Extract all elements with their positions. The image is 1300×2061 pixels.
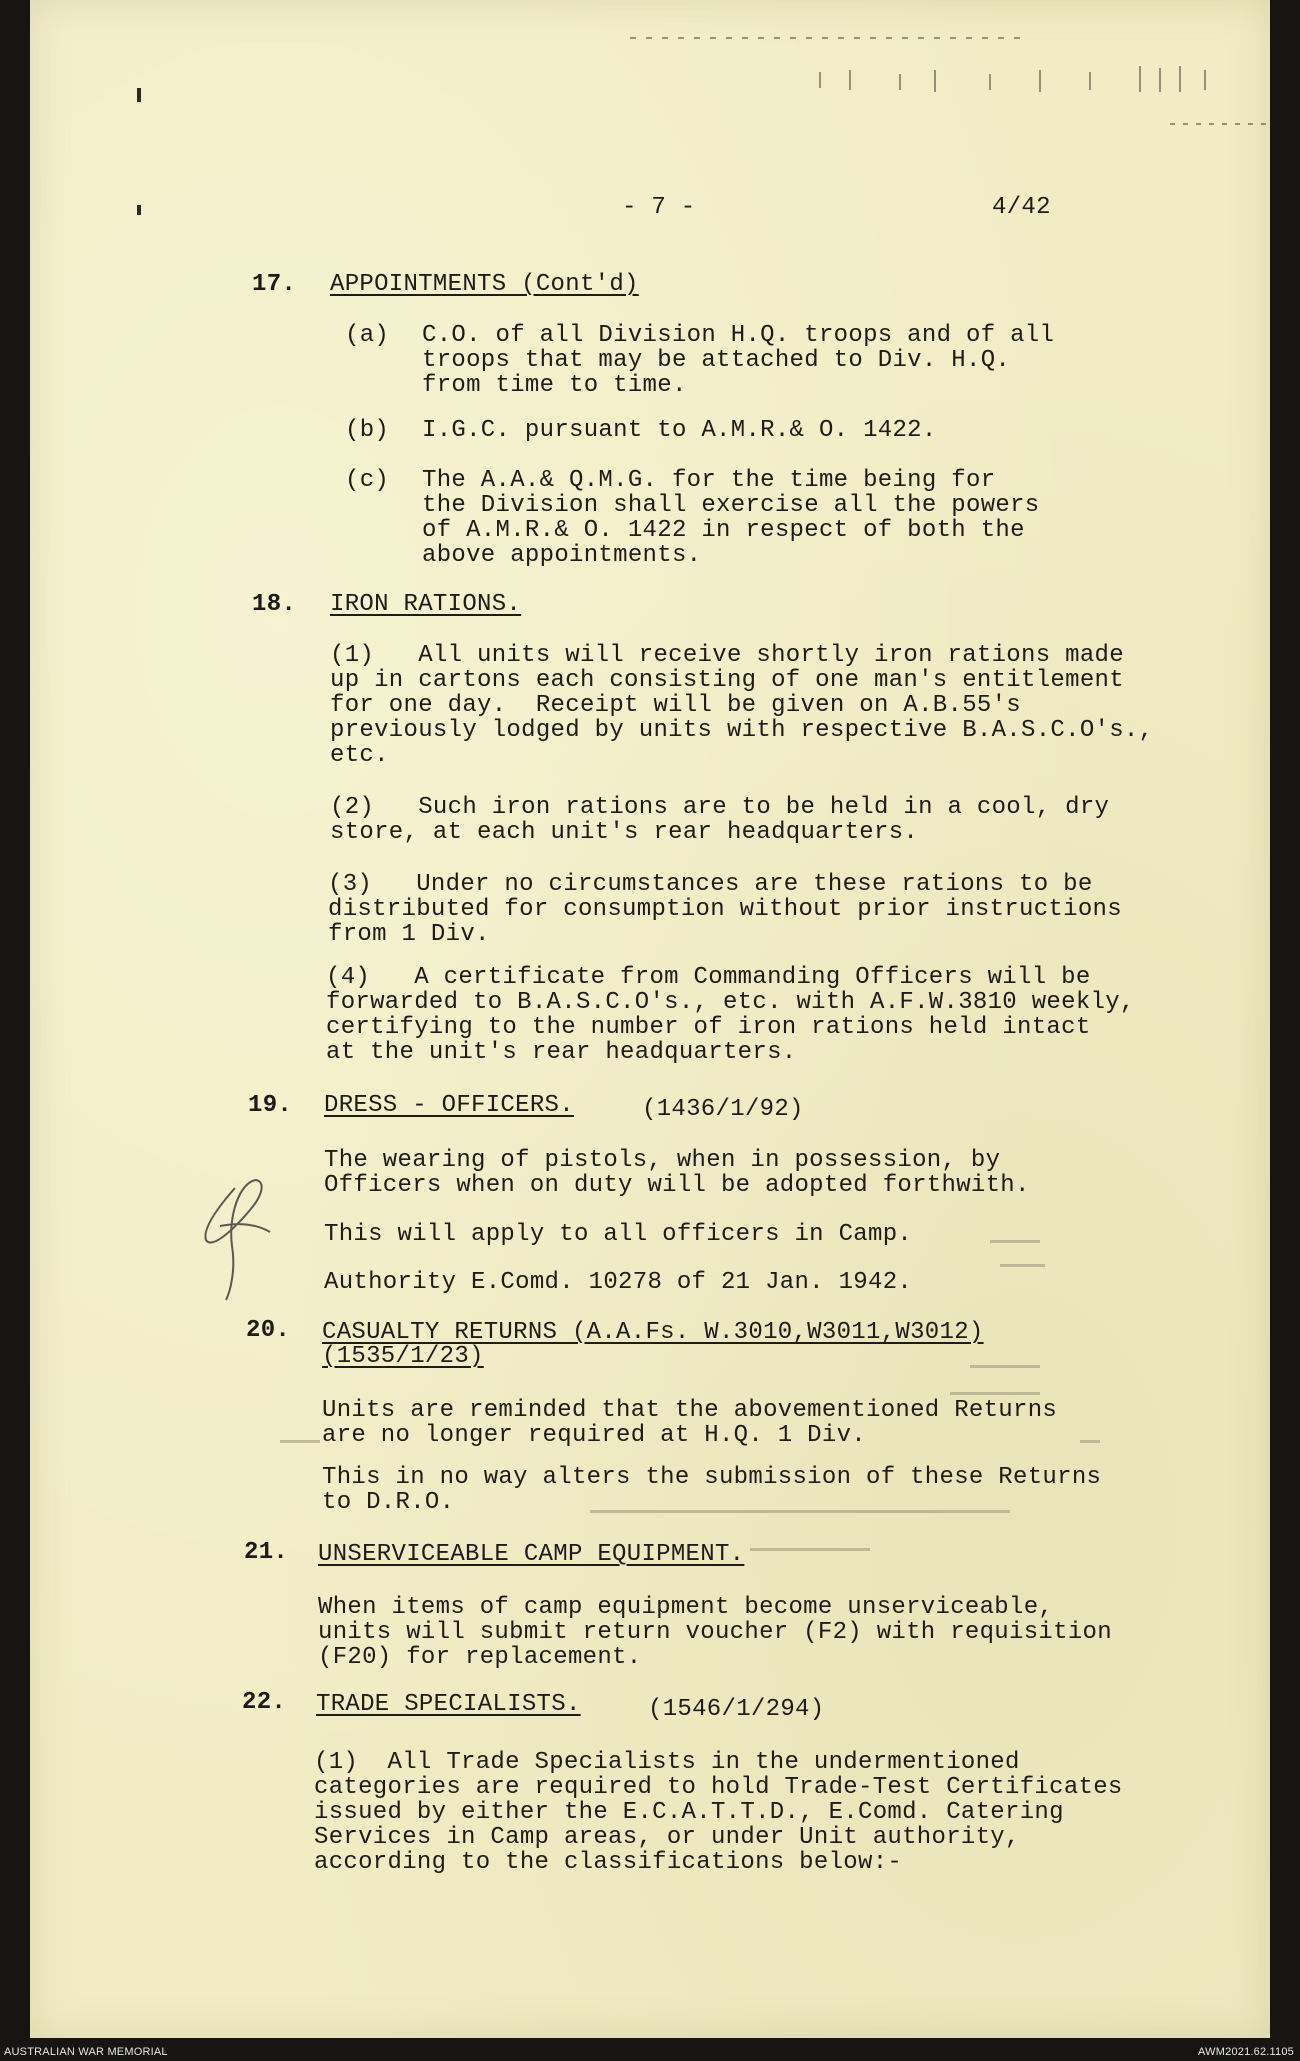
text-line: distributed for consumption without prior instructions: [328, 896, 1122, 923]
section-21-title: UNSERVICEABLE CAMP EQUIPMENT.: [318, 1541, 745, 1568]
footer-archive-name: AUSTRALIAN WAR MEMORIAL: [4, 2046, 168, 2058]
text-line: up in cartons each consisting of one man's entitlement: [330, 667, 1124, 694]
text-line: from time to time.: [422, 372, 687, 399]
section-18-number: 18.: [252, 591, 297, 618]
text-line: from 1 Div.: [328, 921, 490, 948]
text-line: (3) Under no circumstances are these rations to be: [328, 871, 1093, 898]
page-number: - 7 -: [622, 194, 696, 221]
text-line: troops that may be attached to Div. H.Q.: [422, 347, 1011, 374]
text-line: certifying to the number of iron rations held intact: [326, 1014, 1091, 1041]
text-line: above appointments.: [422, 542, 702, 569]
document-page: [30, 0, 1270, 2038]
section-17-number: 17.: [252, 271, 297, 298]
text-line: C.O. of all Division H.Q. troops and of all: [422, 322, 1055, 349]
section-18-title: IRON RATIONS.: [330, 591, 522, 618]
section-17-a-label: (a): [345, 322, 390, 349]
section-22-reference: (1546/1/294): [648, 1696, 825, 1723]
section-20-title: CASUALTY RETURNS (A.A.Fs. W.3010,W3011,W3012): [322, 1319, 984, 1346]
text-line: When items of camp equipment become unserviceable,: [318, 1594, 1054, 1621]
faint-offset-text: [280, 1240, 1100, 1551]
section-17-b-text: I.G.C. pursuant to A.M.R.& O. 1422.: [422, 417, 937, 444]
text-line: are no longer required at H.Q. 1 Div.: [322, 1422, 866, 1449]
text-line: according to the classifications below:-: [314, 1849, 903, 1876]
text-line: (1) All Trade Specialists in the undermentioned: [314, 1749, 1020, 1776]
section-19-number: 19.: [248, 1092, 293, 1119]
document-reference: 4/42: [992, 194, 1051, 221]
text-line: The wearing of pistols, when in possession, by: [324, 1147, 1001, 1174]
text-line: Services in Camp areas, or under Unit authority,: [314, 1824, 1020, 1851]
text-line: for one day. Receipt will be given on A.B.55's: [330, 692, 1022, 719]
text-line: (1) All units will receive shortly iron rations made: [330, 642, 1124, 669]
text-line: This in no way alters the submission of these Returns: [322, 1464, 1102, 1491]
text-line: store, at each unit's rear headquarters.: [330, 819, 919, 846]
punch-marks: [137, 88, 141, 215]
text-line: etc.: [330, 742, 389, 769]
section-19-paragraph-3: Authority E.Comd. 10278 of 21 Jan. 1942.: [324, 1269, 913, 1296]
section-19-reference: (1436/1/92): [642, 1096, 804, 1123]
text-line: Officers when on duty will be adopted forthwith.: [324, 1172, 1030, 1199]
handwritten-initials: [205, 1180, 270, 1300]
text-line: issued by either the E.C.A.T.T.D., E.Comd. Catering: [314, 1799, 1064, 1826]
text-line: (F20) for replacement.: [318, 1644, 642, 1671]
section-17-c-label: (c): [345, 467, 390, 494]
section-20-reference: (1535/1/23): [322, 1343, 484, 1370]
paper-marks: [30, 0, 1270, 2038]
text-line: previously lodged by units with respective B.A.S.C.O's.,: [330, 717, 1154, 744]
text-line: The A.A.& Q.M.G. for the time being for: [422, 467, 996, 494]
text-line: to D.R.O.: [322, 1489, 455, 1516]
section-22-title: TRADE SPECIALISTS.: [316, 1691, 581, 1718]
footer-item-id: AWM2021.62.1105: [1198, 2046, 1294, 2058]
text-line: the Division shall exercise all the powers: [422, 492, 1040, 519]
text-line: (2) Such iron rations are to be held in a cool, dry: [330, 794, 1110, 821]
section-22-number: 22.: [242, 1689, 287, 1716]
text-line: at the unit's rear headquarters.: [326, 1039, 797, 1066]
text-line: Units are reminded that the abovementioned Returns: [322, 1397, 1058, 1424]
section-17-b-label: (b): [345, 417, 390, 444]
text-line: units will submit return voucher (F2) with requisition: [318, 1619, 1112, 1646]
text-line: categories are required to hold Trade-Test Certificates: [314, 1774, 1123, 1801]
text-line: forwarded to B.A.S.C.O's., etc. with A.F.W.3810 weekly,: [326, 989, 1135, 1016]
text-line: of A.M.R.& O. 1422 in respect of both the: [422, 517, 1025, 544]
section-21-number: 21.: [244, 1539, 289, 1566]
section-19-paragraph-2: This will apply to all officers in Camp.: [324, 1221, 913, 1248]
top-edge-bleedthrough: [630, 38, 1270, 124]
section-19-title: DRESS - OFFICERS.: [324, 1092, 574, 1119]
text-line: (4) A certificate from Commanding Officers will be: [326, 964, 1091, 991]
section-17-title: APPOINTMENTS (Cont'd): [330, 271, 639, 298]
section-20-number: 20.: [246, 1317, 291, 1344]
